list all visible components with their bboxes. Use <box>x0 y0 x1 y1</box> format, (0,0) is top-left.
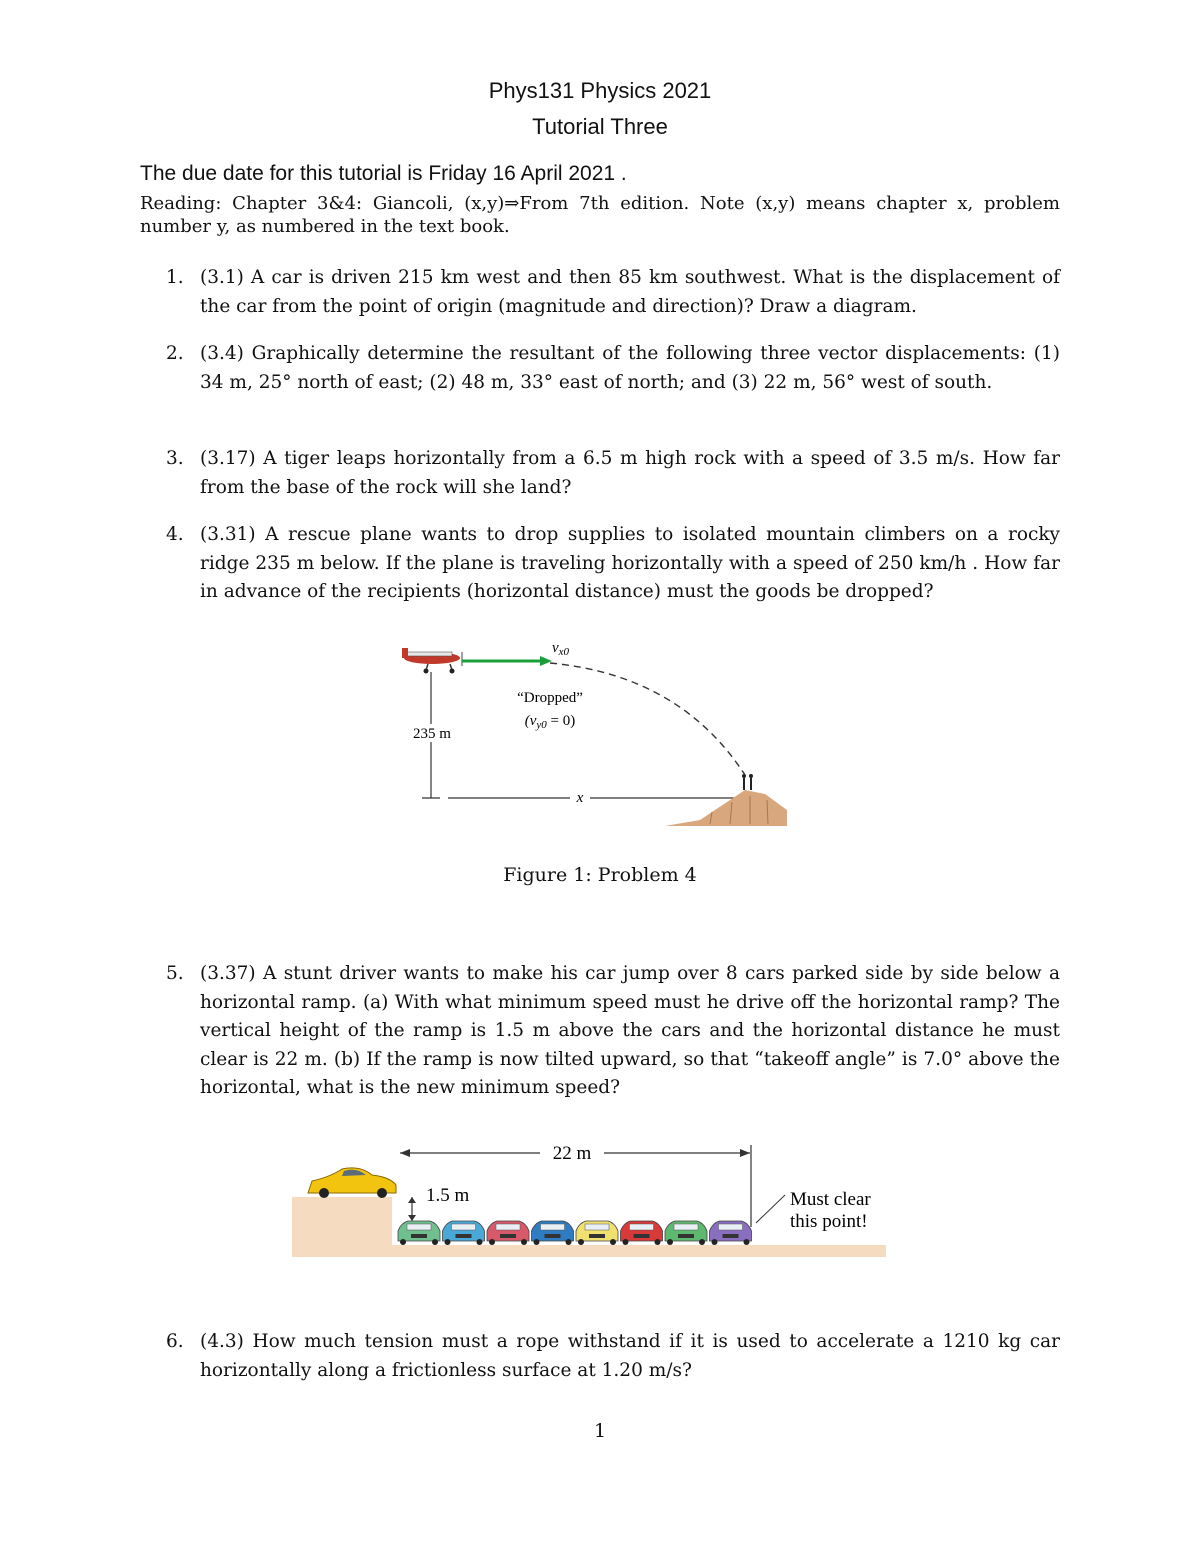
problem-number: 3. <box>166 448 184 469</box>
problem-6 <box>140 1328 1060 1385</box>
tutorial-title: Tutorial Three <box>532 114 668 139</box>
dropped-label: “Dropped” <box>517 690 583 706</box>
problem-2 <box>140 340 1060 397</box>
parked-car-icon <box>621 1221 663 1245</box>
parked-car-icon <box>576 1221 618 1245</box>
problem-number: 1. <box>166 267 184 288</box>
parked-car-icon <box>665 1221 707 1245</box>
problem-1 <box>140 264 1060 321</box>
parked-cars <box>398 1221 752 1245</box>
parked-car-icon <box>532 1221 574 1245</box>
velocity-arrow <box>462 656 552 666</box>
problem-4 <box>140 521 1060 607</box>
ground <box>392 1245 886 1257</box>
problem-text: (4.3) How much tension must a rope withstand if it is used to accelerate a 1210 kg car horizontally along a frictionless surface at 1.20 m/s? <box>200 1331 1060 1381</box>
figure-1-plane-drop <box>400 630 800 830</box>
parked-car-icon <box>443 1221 485 1245</box>
x-label: x <box>576 790 584 806</box>
note-pointer <box>756 1195 785 1223</box>
parked-car-icon <box>710 1221 752 1245</box>
problem-text: (3.37) A stunt driver wants to make his car jump over 8 cars parked side by side below a horizontal ramp. (a) With what minimum speed must he drive off the horizontal ramp? The vertical height of the ramp is 1.5 m above the cars and the horizontal distance he must clear is 22 m. (b) If the ramp is now tilted upward, so that “takeoff angle” is 7.0° above the horizontal, what is the new minimum speed? <box>200 963 1060 1098</box>
vx0-label: $v_{x0}$ <box>552 640 570 658</box>
figure-1-caption: Figure 1: Problem 4 <box>503 864 697 886</box>
note-line-2: this point! <box>790 1211 868 1232</box>
problem-text: (3.1) A car is driven 215 km west and then 85 km southwest. What is the displacement of the car from the point of origin (magnitude and direction)? Draw a diagram. <box>200 267 1060 317</box>
rocky-ridge <box>665 790 787 826</box>
parked-car-icon <box>487 1221 529 1245</box>
problem-text: (3.31) A rescue plane wants to drop supplies to isolated mountain climbers on a rocky ridge 235 m below. If the plane is traveling horizontally with a speed of 250 km/h . How far in advance of the recipients (horizontal distance) must the goods be dropped? <box>200 524 1060 602</box>
trajectory-path <box>550 663 745 775</box>
problem-5 <box>140 960 1060 1103</box>
stunt-car-icon <box>308 1168 396 1198</box>
due-date: The due date for this tutorial is Friday 16 April 2021 . <box>140 162 627 185</box>
height-label: 1.5 m <box>426 1185 470 1206</box>
plane-icon <box>402 648 462 674</box>
height-label: 235 m <box>413 726 451 742</box>
vy0-label: $(v_{y0} = 0)$ <box>524 713 576 731</box>
problem-number: 4. <box>166 524 184 545</box>
figure-2-stunt-jump <box>290 1135 890 1260</box>
climbers-icon <box>742 774 753 790</box>
distance-label: 22 m <box>552 1143 592 1164</box>
parked-car-icon <box>398 1221 440 1245</box>
problem-number: 5. <box>166 963 184 984</box>
problem-number: 6. <box>166 1331 184 1352</box>
course-title: Phys131 Physics 2021 <box>488 78 712 103</box>
problem-number: 2. <box>166 343 184 364</box>
reading-note: Reading: Chapter 3&4: Giancoli, (x,y)⇒From 7th edition. Note (x,y) means chapter x, problem number y, as numbered in the text book. <box>140 193 1060 237</box>
problem-text: (3.17) A tiger leaps horizontally from a 6.5 m high rock with a speed of 3.5 m/s. How far from the base of the rock will she land? <box>200 448 1060 498</box>
ramp <box>292 1197 392 1257</box>
problem-3 <box>140 445 1060 502</box>
problem-text: (3.4) Graphically determine the resultant of the following three vector displacements: (1) 34 m, 25° north of east; (2) 48 m, 33° east of north; and (3) 22 m, 56° west of south. <box>200 343 1060 393</box>
page-number: 1 <box>593 1420 607 1442</box>
note-line-1: Must clear <box>790 1189 871 1210</box>
